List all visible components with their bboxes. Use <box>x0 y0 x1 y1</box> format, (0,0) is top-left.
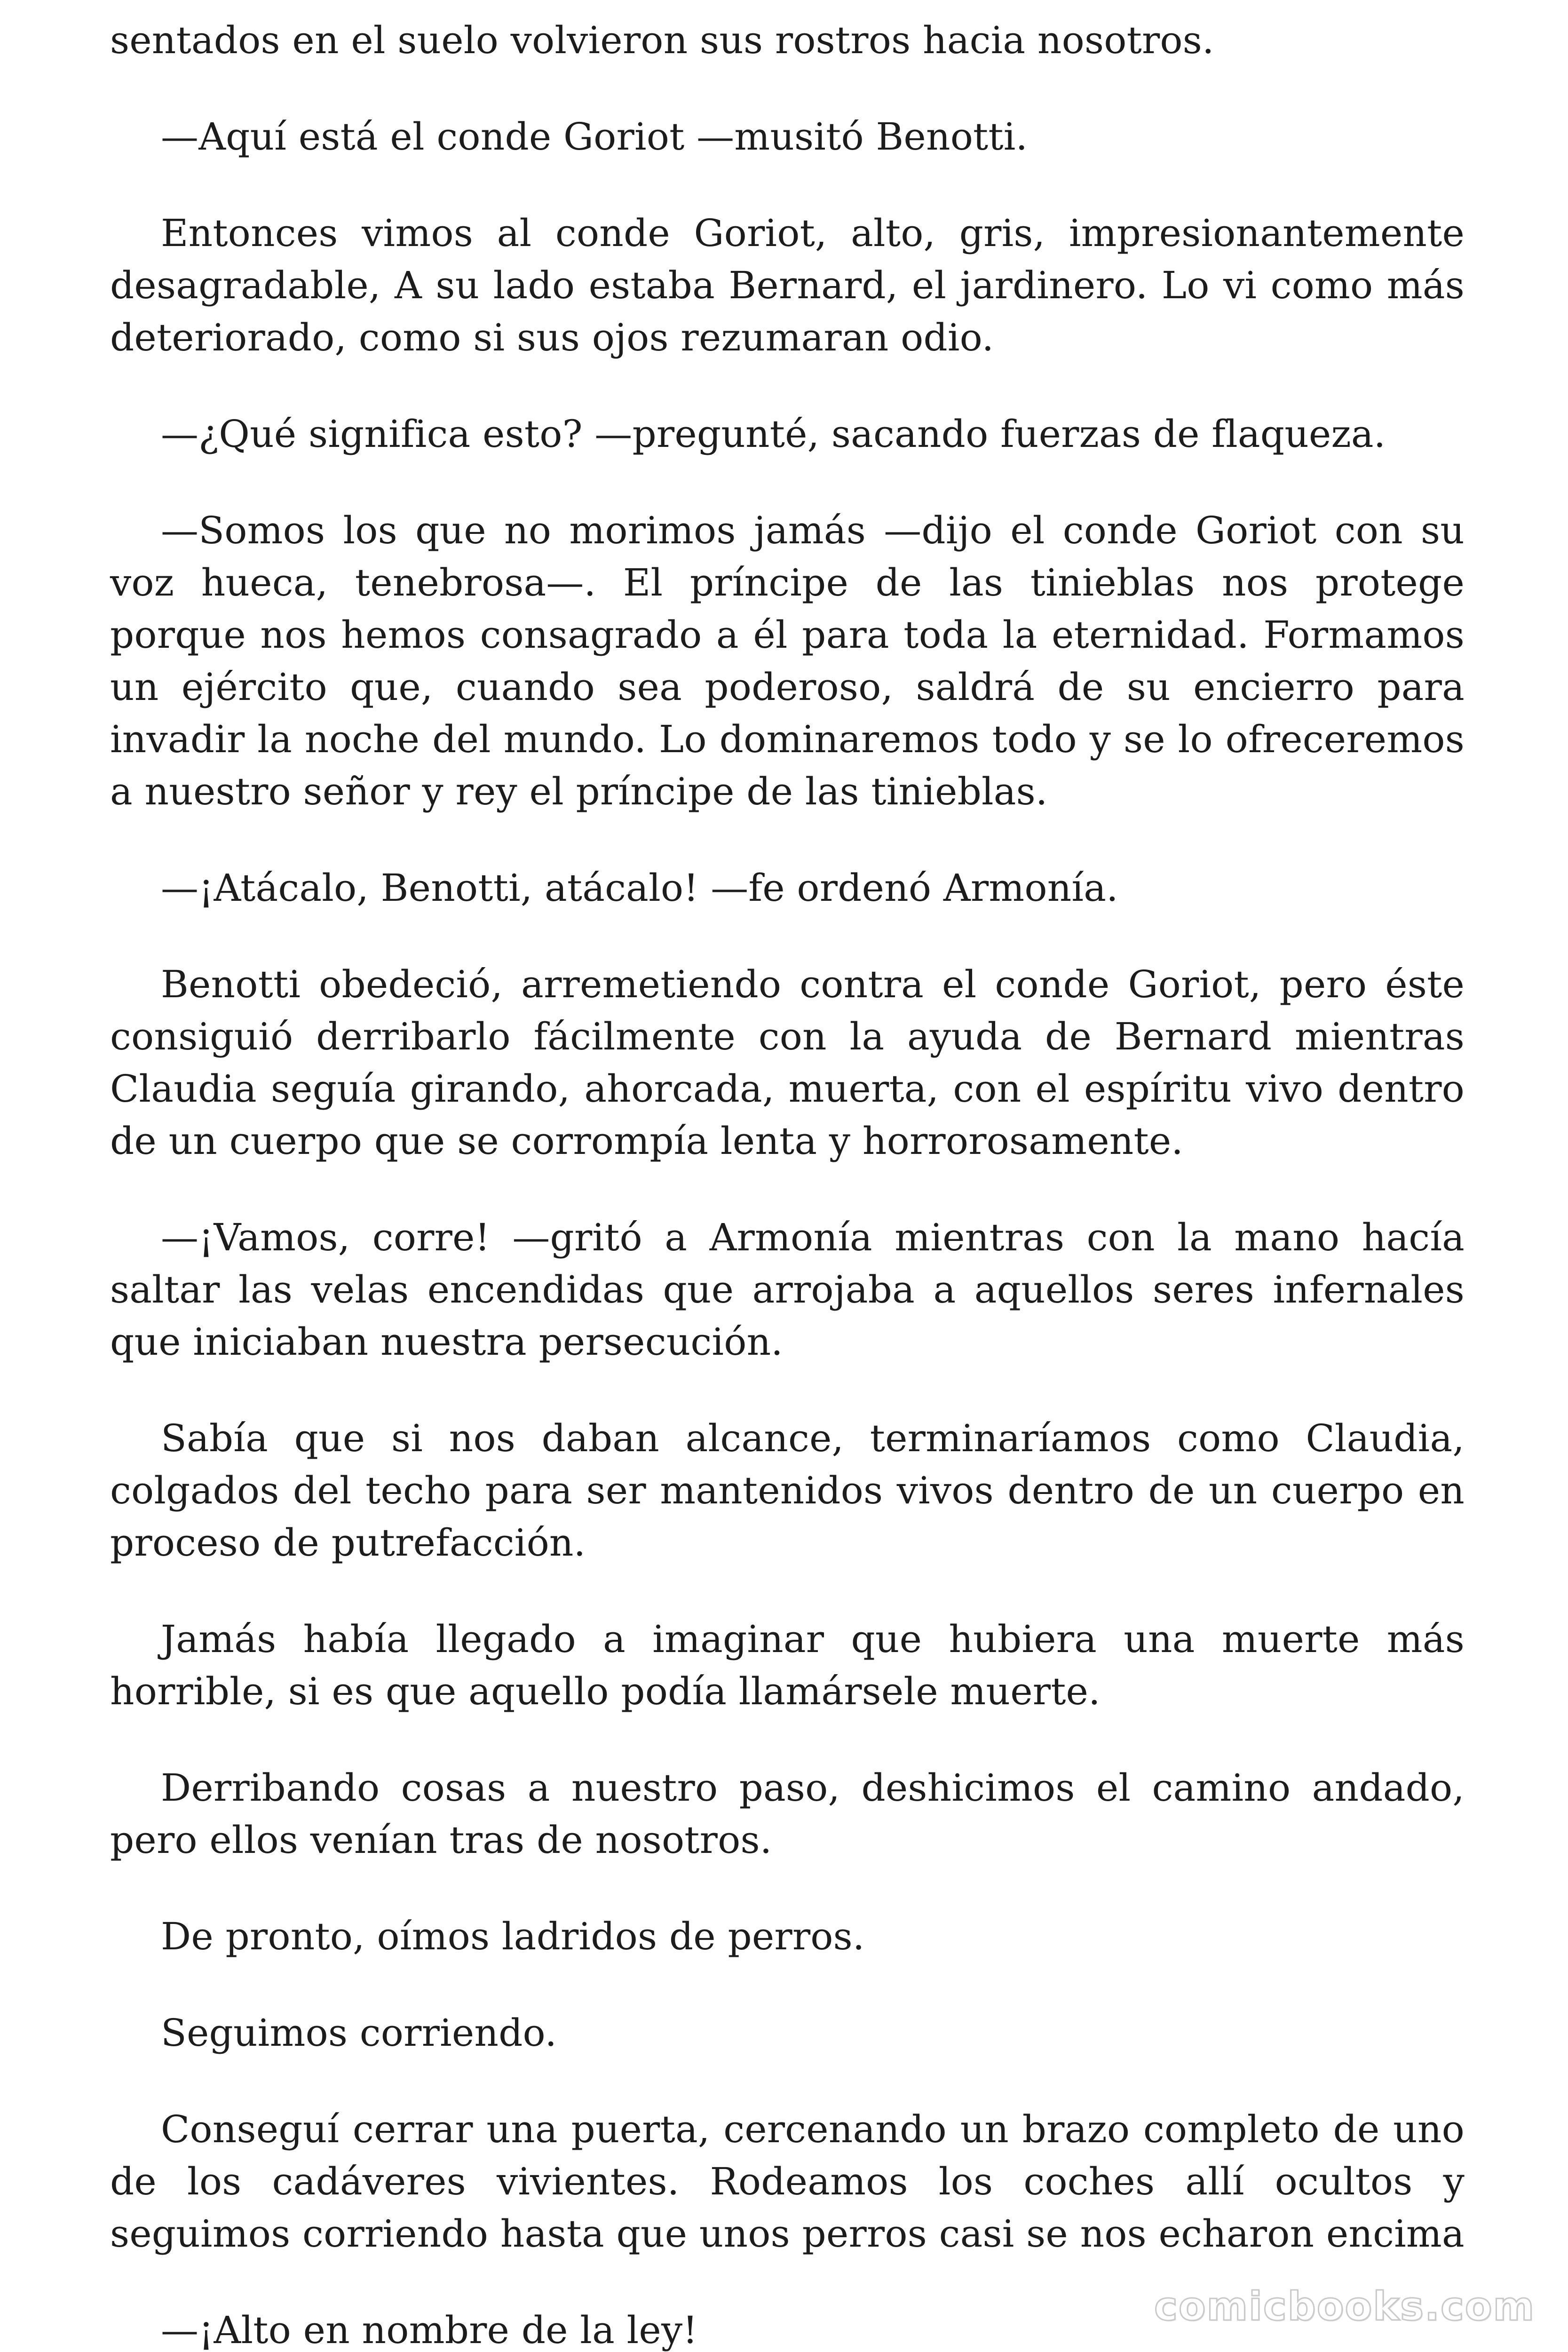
watermark: comicbooks.com <box>1154 2283 1535 2329</box>
paragraph: De pronto, oímos ladridos de perros. <box>161 1915 865 1958</box>
paragraph: Conseguí cerrar una puerta, cercenando un brazo completo de uno de los cadáveres vivientes. Rodeamos los coches allí ocultos y seguimos corriendo hasta que unos perros casi se nos echaron encima <box>110 2107 1465 2256</box>
paragraph: —¡Alto en nombre de la ley! <box>161 2308 698 2352</box>
paragraph: —Somos los que no morimos jamás —dijo el conde Goriot con su voz hueca, tenebrosa—. El príncipe de las tinieblas nos protege porque nos hemos consagrado a él para toda la eternidad. Formamos un ejército que, cuando sea poderoso, saldrá de su encierro para invadir la noche del mundo. Lo dominaremos todo y se lo ofreceremos a nuestro señor y rey el príncipe de las tinieblas. <box>110 509 1465 813</box>
paragraph: —¡Atácalo, Benotti, atácalo! —fe ordenó Armonía. <box>161 866 1118 910</box>
paragraph: Benotti obedeció, arremetiendo contra el conde Goriot, pero éste consiguió derribarlo fácilmente con la ayuda de Bernard mientras Claudia seguía girando, ahorcada, muerta, con el espíritu vivo dentro de un cuerpo que se corrompía lenta y horrorosamente. <box>110 962 1465 1163</box>
paragraph: —¡Vamos, corre! —gritó a Armonía mientras con la mano hacía saltar las velas encendidas que arrojaba a aquellos seres infernales que iniciaban nuestra persecución. <box>110 1216 1465 1364</box>
paragraph: —Aquí está el conde Goriot —musitó Benotti. <box>161 115 1028 159</box>
paragraph: —¿Qué significa esto? —pregunté, sacando fuerzas de flaqueza. <box>161 412 1386 456</box>
paragraph: Seguimos corriendo. <box>161 2011 557 2055</box>
paragraph: Entonces vimos al conde Goriot, alto, gris, impresionantemente desagradable, A su lado estaba Bernard, el jardinero. Lo vi como más deteriorado, como si sus ojos rezumaran odio. <box>110 211 1465 359</box>
paragraph: Jamás había llegado a imaginar que hubiera una muerte más horrible, si es que aquello podía llamársele muerte. <box>110 1617 1465 1713</box>
paragraph: Derribando cosas a nuestro paso, deshicimos el camino andado, pero ellos venían tras de nosotros. <box>110 1766 1465 1862</box>
paragraph: Sabía que si nos daban alcance, terminaríamos como Claudia, colgados del techo para ser mantenidos vivos dentro de un cuerpo en proceso de putrefacción. <box>110 1416 1465 1565</box>
book-page-text <box>110 14 1465 2352</box>
paragraph-continuation: sentados en el suelo volvieron sus rostros hacia nosotros. <box>110 18 1214 62</box>
